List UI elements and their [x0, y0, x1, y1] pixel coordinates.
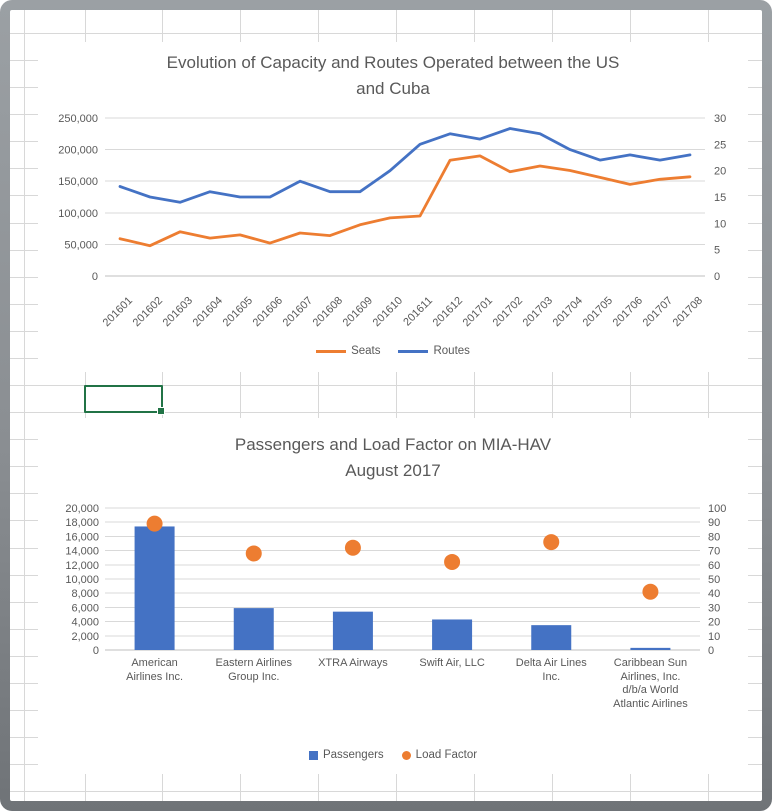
bar-passengers-3[interactable]	[432, 619, 472, 650]
category-label-3	[403, 657, 502, 711]
legend-item-passengers[interactable]	[309, 749, 384, 761]
left-axis-tick-label: 8,000	[71, 588, 99, 601]
category-label-line: Eastern Airlines	[215, 657, 292, 669]
category-axis-labels	[105, 657, 700, 711]
category-label-line: Group Inc.	[228, 670, 280, 683]
category-label-line: Atlantic Airlines	[613, 697, 688, 710]
category-label-1	[204, 657, 303, 711]
x-axis-label: 201607	[280, 294, 316, 330]
right-axis-tick-label: 90	[708, 517, 721, 530]
fill-handle[interactable]	[157, 407, 165, 415]
legend-item-routes[interactable]	[398, 345, 469, 357]
category-label-4	[502, 657, 601, 711]
x-axis-label: 201702	[490, 294, 526, 330]
category-label-line: Inc.	[542, 670, 561, 683]
left-axis-tick-label: 0	[91, 271, 98, 283]
loadfactor-point-3[interactable]	[444, 554, 460, 570]
left-axis-tick-label: 10,000	[65, 574, 99, 586]
x-axis-label: 201706	[610, 294, 646, 330]
chart-title-line1: Passengers and Load Factor on MIA-HAV	[234, 435, 552, 454]
x-axis-label: 201606	[250, 294, 286, 330]
seats-legend-label: Seats	[351, 345, 381, 357]
x-axis-label: 201609	[340, 294, 376, 330]
right-axis-tick-label: 10	[708, 630, 721, 643]
x-axis-label: 201611	[401, 294, 436, 329]
left-axis-tick-label: 12,000	[65, 559, 99, 572]
right-axis-tick-label: 70	[708, 545, 721, 558]
category-label-0	[105, 657, 204, 711]
x-axis-label: 201707	[640, 294, 676, 330]
selected-cell[interactable]	[84, 385, 163, 413]
category-label-line: Delta Air Lines	[515, 657, 587, 669]
passengers-loadfactor-plot	[38, 418, 748, 774]
loadfactor-legend-label: Load Factor	[415, 749, 478, 761]
x-axis-label: 201605	[220, 294, 256, 330]
bar-passengers-5[interactable]	[630, 648, 670, 650]
right-axis-tick-label: 5	[714, 244, 721, 257]
left-axis-tick-label: 150,000	[58, 176, 98, 189]
x-axis-label: 201704	[550, 294, 586, 330]
bar-passengers-0[interactable]	[135, 526, 175, 650]
category-label-line: American	[131, 657, 178, 669]
loadfactor-point-1[interactable]	[246, 545, 262, 561]
bar-passengers-2[interactable]	[333, 612, 373, 650]
category-label-line: Caribbean Sun	[613, 657, 688, 669]
capacity-routes-plot	[38, 42, 748, 372]
left-axis-tick-label: 200,000	[58, 144, 98, 157]
x-axis-label: 201705	[580, 294, 616, 330]
x-axis-label: 201601	[100, 294, 136, 330]
right-axis-tick-label: 10	[714, 218, 727, 231]
legend-item-seats[interactable]	[316, 345, 380, 357]
x-axis-label: 201612	[430, 294, 466, 330]
right-axis-tick-label: 20	[714, 165, 727, 178]
category-label-line: XTRA Airways	[318, 657, 388, 669]
loadfactor-point-4[interactable]	[543, 534, 559, 550]
chart-title-line1: Evolution of Capacity and Routes Operated between the US	[166, 53, 620, 72]
left-axis-tick-label: 100,000	[58, 207, 98, 220]
left-axis-tick-label: 50,000	[64, 239, 98, 252]
right-axis-tick-label: 80	[708, 531, 721, 544]
right-axis-tick-label: 0	[708, 645, 715, 657]
left-axis-tick-label: 14,000	[65, 545, 99, 558]
left-axis-tick-label: 2,000	[71, 630, 99, 643]
loadfactor-point-5[interactable]	[642, 584, 658, 600]
left-axis-tick-label: 250,000	[58, 113, 98, 125]
category-label-2	[303, 657, 402, 711]
category-label-line: Swift Air, LLC	[419, 657, 485, 669]
x-axis-label: 201708	[670, 294, 706, 330]
loadfactor-swatch-icon	[402, 751, 411, 760]
legend-item-loadfactor[interactable]	[402, 749, 477, 761]
bar-passengers-1[interactable]	[234, 608, 274, 650]
x-axis-label: 201602	[130, 294, 166, 330]
x-axis-label: 201608	[310, 294, 346, 330]
x-axis-label: 201604	[190, 294, 226, 330]
right-axis-tick-label: 30	[714, 113, 727, 125]
chart-capacity-routes[interactable]	[38, 42, 748, 372]
x-axis-label: 201701	[460, 294, 496, 330]
left-axis-tick-label: 0	[92, 645, 99, 657]
right-axis-tick-label: 0	[714, 271, 721, 283]
right-axis-tick-label: 15	[714, 192, 727, 204]
x-axis-label: 201603	[160, 294, 196, 330]
category-label-5	[601, 657, 700, 711]
series-routes-line[interactable]	[120, 129, 690, 203]
right-axis-tick-label: 40	[708, 588, 721, 601]
right-axis-tick-label: 100	[708, 503, 727, 515]
right-axis-tick-label: 20	[708, 616, 721, 629]
x-axis-label: 201610	[370, 294, 406, 330]
category-label-line: d/b/a World	[622, 684, 679, 696]
loadfactor-point-2[interactable]	[345, 540, 361, 556]
left-axis-tick-label: 6,000	[71, 602, 99, 615]
category-label-line: Airlines, Inc.	[620, 670, 681, 683]
chart2-legend	[38, 749, 748, 761]
category-label-line: Airlines Inc.	[126, 670, 184, 683]
right-axis-tick-label: 25	[714, 139, 727, 152]
x-axis-label: 201703	[520, 294, 556, 330]
seats-swatch-icon	[316, 350, 346, 353]
left-axis-tick-label: 16,000	[65, 531, 99, 544]
chart-passengers-loadfactor[interactable]	[38, 418, 748, 774]
right-axis-tick-label: 30	[708, 602, 721, 615]
left-axis-tick-label: 4,000	[71, 616, 99, 629]
routes-legend-label: Routes	[433, 345, 470, 357]
chart-title-line2: and Cuba	[356, 79, 430, 98]
left-axis-tick-label: 20,000	[65, 503, 99, 515]
passengers-swatch-icon	[309, 751, 318, 760]
bar-passengers-4[interactable]	[531, 625, 571, 650]
series-seats-line[interactable]	[120, 156, 690, 246]
right-axis-tick-label: 60	[708, 559, 721, 572]
loadfactor-point-0[interactable]	[147, 516, 163, 532]
routes-swatch-icon	[398, 350, 428, 353]
chart1-legend	[38, 345, 748, 357]
worksheet[interactable]	[10, 10, 762, 801]
left-axis-tick-label: 18,000	[65, 517, 99, 530]
right-axis-tick-label: 50	[708, 574, 721, 586]
passengers-legend-label: Passengers	[322, 749, 384, 761]
chart-title-line2: August 2017	[345, 461, 441, 480]
